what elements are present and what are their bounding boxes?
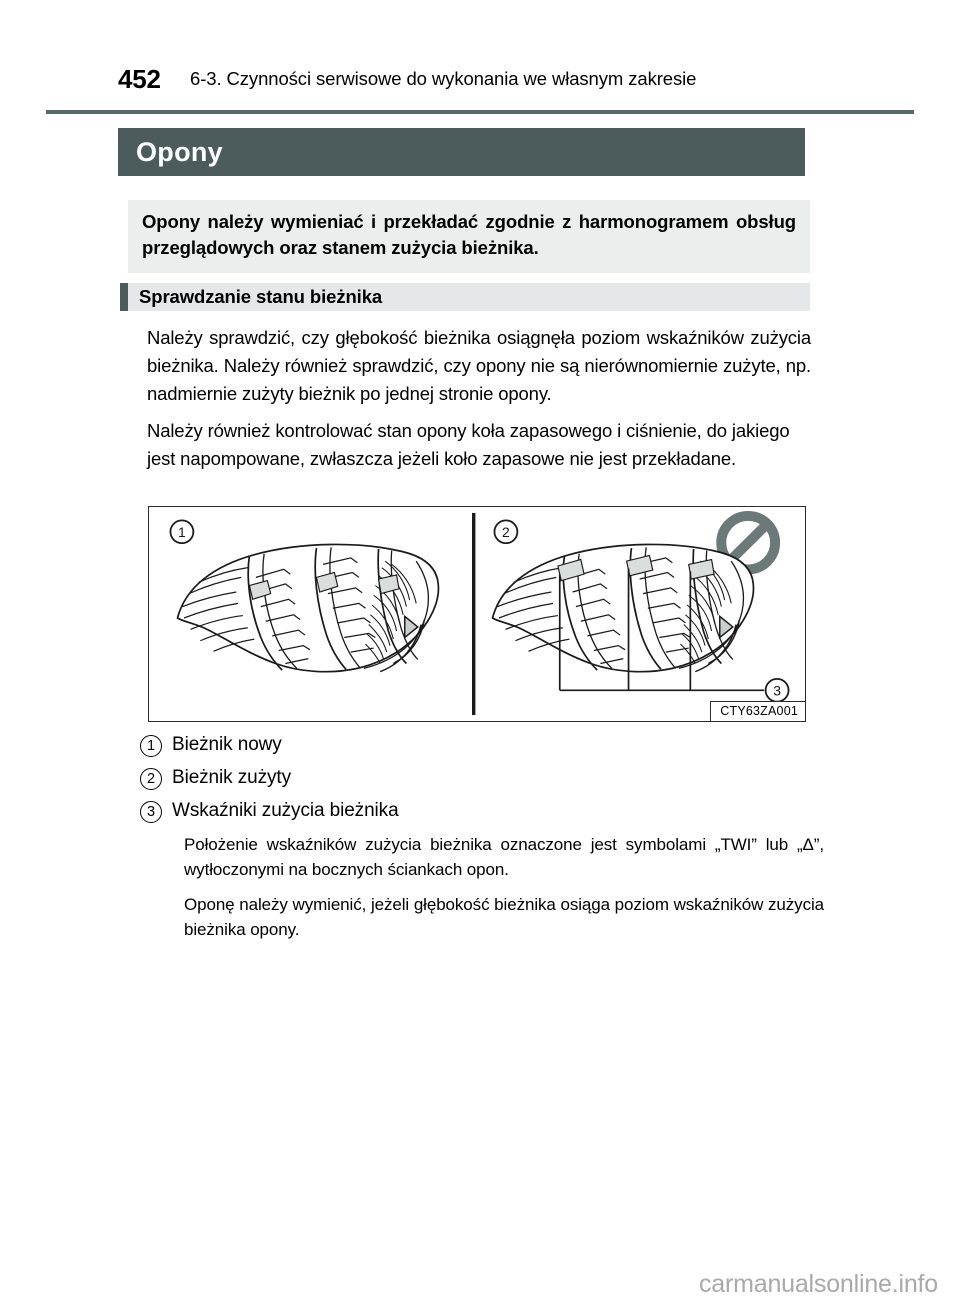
callout-list	[140, 731, 830, 943]
page-number: 452	[118, 64, 161, 94]
svg-text:2: 2	[502, 524, 510, 541]
tire-tread-figure	[148, 506, 806, 722]
callout-subtext	[184, 832, 824, 943]
callout-item-1	[140, 731, 830, 760]
notice-text: Opony należy wymieniać i przekładać zgodnie z harmonogramem obsług przeglądowych oraz stanem zużycia bieżnika.	[142, 211, 796, 259]
body-paragraph-1: Należy sprawdzić, czy głębokość bieżnika osiągnęła poziom wskaźników zużycia bieżnika. Należy również sprawdzić, czy opony nie są nierównomiernie zużyte, np. nadmiernie zużyty bieżnik po jednej stronie opony.	[147, 327, 811, 405]
callout-number-1: 1	[140, 735, 162, 757]
running-head	[0, 64, 960, 98]
site-watermark: carmanualsonline.info	[698, 1270, 938, 1298]
callout-label-1: Bieżnik nowy	[172, 734, 282, 755]
svg-text:3: 3	[773, 682, 781, 699]
svg-text:1: 1	[178, 524, 186, 541]
chapter-title-bar	[118, 128, 805, 176]
callout-subtext-paragraph-1: Położenie wskaźników zużycia bieżnika oznaczone jest symbolami „TWI” lub „Δ”, wytłoczonymi na bocznych ściankach opon.	[184, 834, 824, 880]
callout-item-3	[140, 797, 830, 826]
callout-number-2: 2	[140, 768, 162, 790]
callout-label-3: Wskaźniki zużycia bieżnika	[172, 799, 399, 821]
body-text	[147, 324, 811, 474]
figure-panel-left	[170, 520, 438, 671]
running-head-title: 6-3. Czynności serwisowe do wykonania we własnym zakresie	[190, 68, 697, 89]
callout-subtext-paragraph-2: Oponę należy wymienić, jeżeli głębokość bieżnika osiąga poziom wskaźników zużycia bieżnika opony.	[184, 894, 824, 940]
notice-box	[128, 200, 810, 273]
figure-panel-right	[493, 516, 789, 702]
header-divider	[46, 110, 914, 114]
callout-label-2: Bieżnik zużyty	[172, 766, 291, 788]
callout-number-3: 3	[140, 801, 162, 823]
tire-illustration	[149, 507, 805, 721]
figure-panel-divider	[472, 513, 475, 715]
body-paragraph-2: Należy również kontrolować stan opony koła zapasowego i ciśnienie, do jakiego jest napompowane, zwłaszcza jeżeli koło zapasowe nie jest przekładane.	[147, 420, 790, 470]
callout-item-2	[140, 764, 830, 793]
chapter-title: Opony	[136, 136, 223, 167]
section-heading-accent-bar	[120, 283, 128, 311]
section-heading-text: Sprawdzanie stanu bieżnika	[139, 286, 383, 307]
figure-code: CTY63ZA001	[710, 701, 805, 721]
section-heading	[120, 283, 810, 311]
